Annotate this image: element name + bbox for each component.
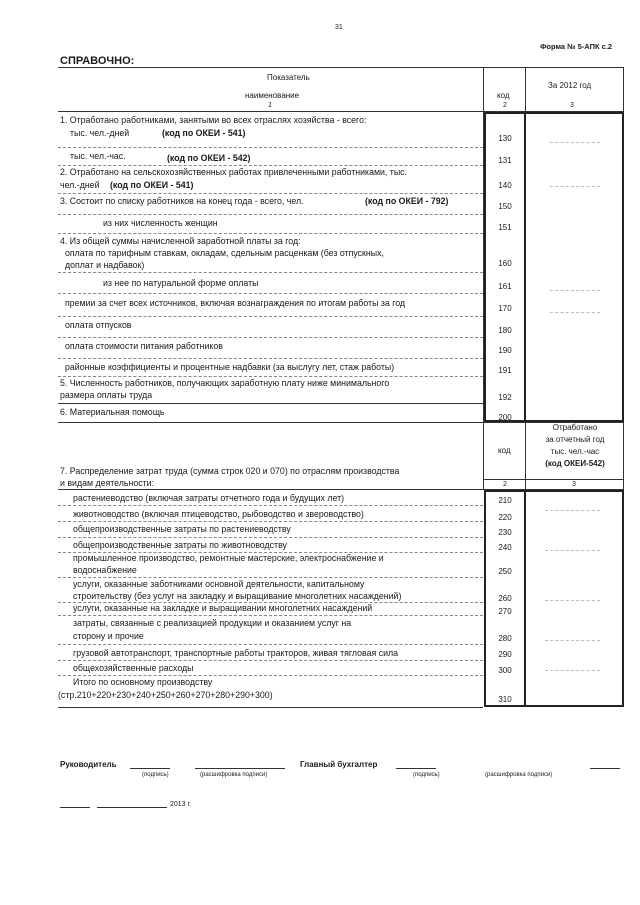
header-name: наименование [245,91,300,100]
section7-code-label: код [498,446,511,455]
row-131-code: 131 [498,156,512,165]
section7-col-line3: тыс. чел.-час [550,447,600,456]
row-310-line1: Итого по основному производству [73,677,213,687]
row-191-code: 191 [498,366,512,375]
row-170-label: премии за счет всех источников, включая вознаграждения по итогам работы за год [65,298,406,308]
row-240-code: 240 [498,543,512,552]
header-col2: 2 [503,102,507,109]
row-130-note: (код по ОКЕИ - 541) [162,128,246,138]
row-140-line2: чел.-дней [60,180,100,190]
row-290-code: 290 [498,650,512,659]
section7-title-line1: 7. Распределение затрат труда (сумма строк 020 и 070) по отраслям производства [60,466,400,476]
row-1-title: 1. Отработано работниками, занятыми во всех отраслях хозяйства - всего: [60,115,367,125]
row-190-code: 190 [498,346,512,355]
row-170-code: 170 [498,304,512,313]
row-161-code: 161 [498,282,512,291]
row-192-line1: 5. Численность работников, получающих заработную плату ниже минимального [60,378,390,388]
row-140-code: 140 [498,181,512,190]
section7-title-line2: и видам деятельности: [60,478,155,488]
row-191-label: районные коэффициенты и процентные надбавки (за выслугу лет, стаж работы) [65,362,395,372]
row-280-code: 280 [498,634,512,643]
row-290-label: грузовой автотранспорт, транспортные работы тракторов, живая тягловая сила [73,648,399,658]
row-150-label: 3. Состоит по списку работников на конец года - всего, чел. [60,196,304,206]
row-131-note: (код по ОКЕИ - 542) [167,153,251,163]
row-250-line2: водоснабжение [73,565,137,575]
row-192-code: 192 [498,393,512,402]
section7-col-line1: Отработано [552,423,598,432]
row-210-label: растениеводство (включая затраты отчетного года и будущих лет) [73,493,345,503]
row-240-label: общепроизводственные затраты по животноводству [73,540,287,550]
accountant-sign-caption: (подпись) [413,772,440,778]
row-270-label: услуги, оказанные на закладке и выращивании многолетних насаждений [73,603,373,613]
row-180-code: 180 [498,326,512,335]
row-200-code: 200 [498,413,512,422]
header-col3: 3 [570,102,574,109]
row-310-line2: (стр.210+220+230+240+250+260+270+280+290+300) [58,690,273,700]
row-260-line1: услуги, оказанные заботниками основной деятельности, капитальному [73,579,365,589]
row-280-line2: сторону и прочие [73,631,144,641]
row-220-label: животноводство (включая птицеводство, рыбоводство и звероводство) [73,509,364,519]
row-161-label: из нее по натуральной форме оплаты [103,278,259,288]
row-192-line2: размера оплаты труда [60,390,153,400]
head-decode-caption: (расшифровка подписи) [200,772,268,778]
accountant-decode-caption: (расшифровка подписи) [485,772,553,778]
row-151-label: из них численность женщин [103,218,218,228]
row-131-label: тыс. чел.-час. [70,151,126,161]
row-250-code: 250 [498,567,512,576]
row-230-code: 230 [498,528,512,537]
row-160-code: 160 [498,259,512,268]
header-year: За 2012 год [548,81,592,90]
row-130-label: тыс. чел.-дней [70,128,130,138]
row-151-code: 151 [498,223,512,232]
row-300-label: общехозяйственные расходы [73,663,194,673]
row-230-label: общепроизводственные затраты по растениеводству [73,524,291,534]
header-code: код [497,91,510,100]
row-150-note: (код по ОКЕИ - 792) [365,196,449,206]
row-310-code: 310 [498,695,512,704]
row-200-label: 6. Материальная помощь [60,407,165,417]
section7-col2: 2 [503,481,507,488]
report-year: 2013 г. [170,801,192,808]
section7-col-line2: за отчетный год [545,435,605,444]
form-number: Форма № 5-АПК с.2 [540,42,613,51]
row-150-code: 150 [498,202,512,211]
header-col1: 1 [268,102,272,109]
page-title: СПРАВОЧНО: [60,55,135,67]
head-sign-caption: (подпись) [142,772,169,778]
page-number: 31 [335,24,343,31]
row-140-note: (код по ОКЕИ - 541) [110,180,194,190]
row-160-line3: доплат и надбавок) [65,260,145,270]
row-140-line1: 2. Отработано на сельскохозяйственных работах привлеченными работниками, тыс. [60,167,408,177]
row-300-code: 300 [498,666,512,675]
section7-col-line4: (код ОКЕИ-542) [545,459,605,468]
row-270-code: 270 [498,607,512,616]
row-260-line2: строительству (без услуг на закладку и выращивание многолетних насаждений) [73,591,402,601]
section7-col3: 3 [572,481,576,488]
row-250-line1: промышленное производство, ремонтные мастерские, электроснабжение и [73,553,384,563]
row-190-label: оплата стоимости питания работников [65,341,223,351]
head-label: Руководитель [60,760,117,769]
accountant-label: Главный бухгалтер [300,760,378,769]
row-220-code: 220 [498,513,512,522]
header-indicator: Показатель [267,73,310,82]
row-160-line2: оплата по тарифным ставкам, окладам, сдельным расценкам (без отпускных, [65,248,384,258]
row-210-code: 210 [498,496,512,505]
row-260-code: 260 [498,594,512,603]
row-130-code: 130 [498,134,512,143]
row-280-line1: затраты, связанные с реализацией продукции и оказанием услуг на [73,618,352,628]
row-180-label: оплата отпусков [65,320,132,330]
row-160-line1: 4. Из общей суммы начисленной заработной платы за год: [60,236,301,246]
